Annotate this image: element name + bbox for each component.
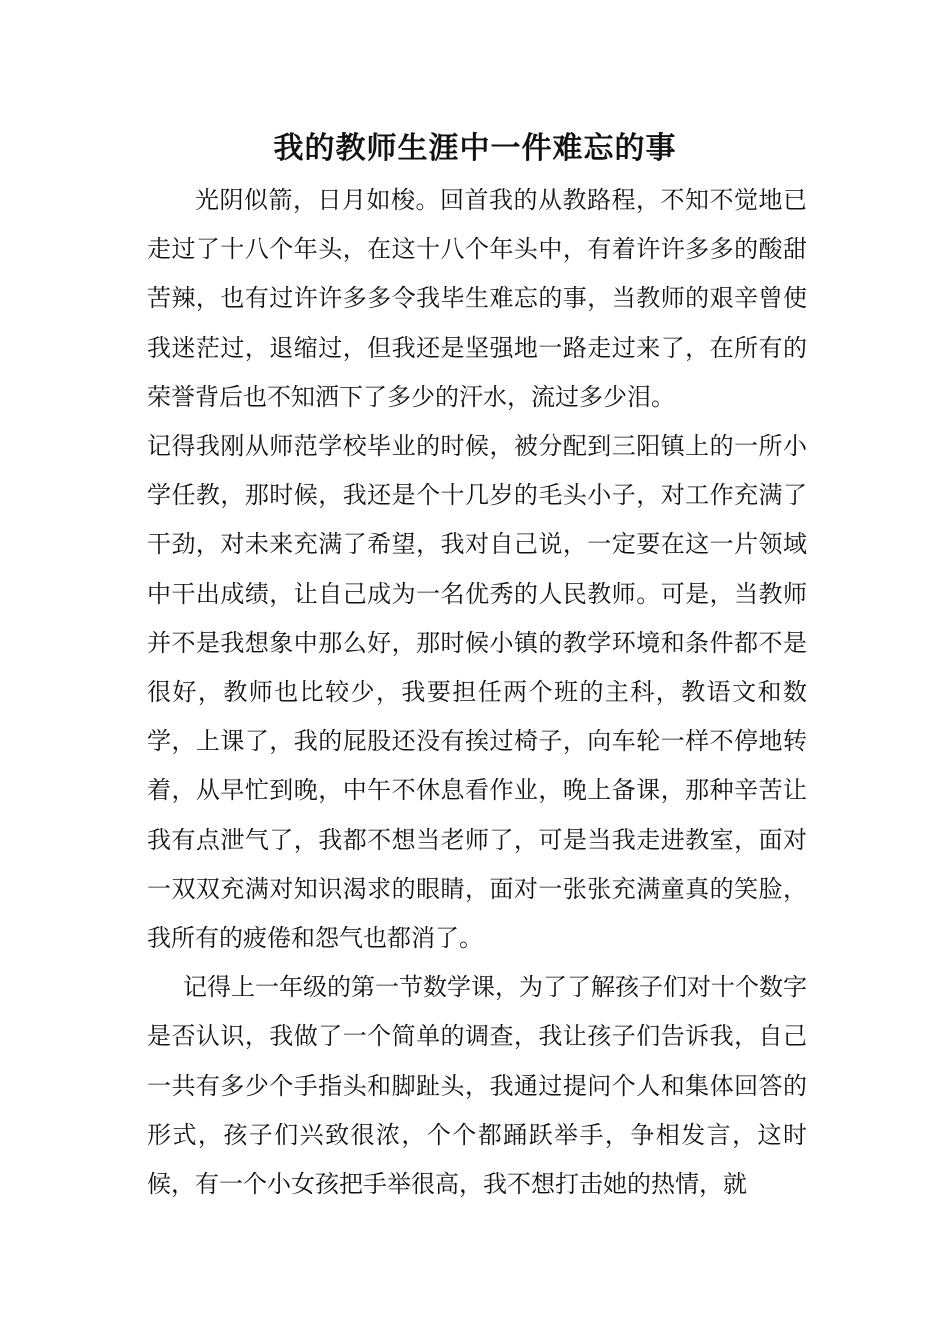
paragraph-2: 记得我刚从师范学校毕业的时候，被分配到三阳镇上的一所小学任教，那时候，我还是个十几岁的毛头小子，对工作充满了干劲，对未来充满了希望，我对自己说，一定要在这一片领域中干出成绩，让自己成为一名优秀的人民教师。可是，当教师并不是我想象中那么好，那时候小镇的教学环境和条件都不是很好，教师也比较少，我要担任两个班的主科，教语文和数学，上课了，我的屁股还没有挨过椅子，向车轮一样不停地转着，从早忙到晚，中午不休息看作业，晚上备课，那种辛苦让我有点泄气了，我都不想当老师了，可是当我走进教室，面对一双双充满对知识渴求的眼睛，面对一张张充满童真的笑脸，我所有的疲倦和怨气也都消了。: [147, 432, 807, 953]
document-body: [147, 176, 807, 1209]
document-title: 我的教师生涯中一件难忘的事: [273, 131, 677, 166]
paragraph-1: 光阴似箭，日月如梭。回首我的从教路程，不知不觉地已走过了十八个年头，在这十八个年头中，有着许许多多的酸甜苦辣，也有过许许多多令我毕生难忘的事，当教师的艰辛曾使我迷茫过，退缩过，但我还是坚强地一路走过来了，在所有的荣誉背后也不知洒下了多少的汗水，流过多少泪。: [147, 186, 807, 411]
paragraph-3: 记得上一年级的第一节数学课，为了了解孩子们对十个数字是否认识，我做了一个简单的调查，我让孩子们告诉我，自己一共有多少个手指头和脚趾头，我通过提问个人和集体回答的形式，孩子们兴致很浓，个个都踊跃举手，争相发言，这时候，有一个小女孩把手举很高，我不想打击她的热情，就: [147, 973, 807, 1199]
